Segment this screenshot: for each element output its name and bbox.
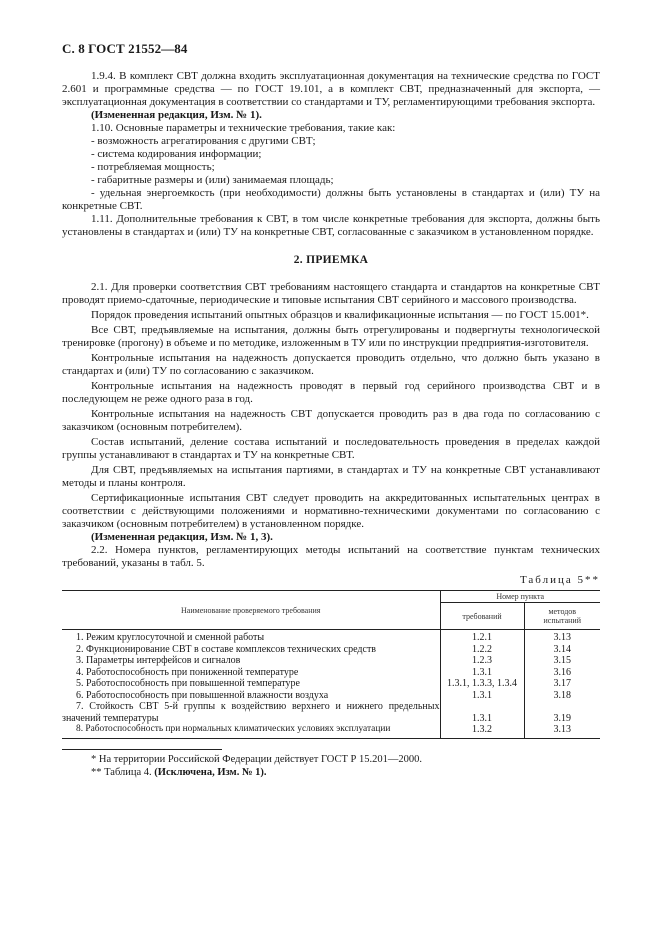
- requirement-clause: 1.3.1, 1.3.3, 1.3.4: [440, 678, 524, 690]
- table-row: [62, 724, 600, 738]
- method-clause: 3.13: [524, 724, 600, 738]
- footnote-2-text: ** Таблица 4.: [91, 766, 152, 778]
- column-header-group: Номер пункта: [440, 591, 600, 603]
- paragraph: Контрольные испытания на надежность проводят в первый год серийного производства СВТ и в последующем не реже одного раза в год.: [62, 380, 600, 405]
- table-row: [62, 644, 600, 656]
- requirement-clause: 1.3.1: [440, 667, 524, 679]
- footnote-2: [62, 766, 600, 779]
- method-clause: 3.14: [524, 644, 600, 656]
- table-row: [62, 701, 600, 724]
- table-row: [62, 655, 600, 667]
- table-row: [62, 678, 600, 690]
- paragraph: Все СВТ, предъявляемые на испытания, должны быть отрегулированы и подвергнуты технологической тренировке (прогону) в объеме и по методике, изложенным в ТУ или по инструкции предприятия-изготовителя.: [62, 324, 600, 349]
- method-clause: 3.13: [524, 630, 600, 644]
- method-clause: 3.19: [524, 701, 600, 724]
- list-item: - возможность агрегатирования с другими СВТ;: [91, 135, 316, 147]
- list-item: - габаритные размеры и (или) занимаемая площадь;: [91, 174, 334, 186]
- requirement-clause: 1.3.1: [440, 690, 524, 702]
- paragraph: Контрольные испытания на надежность СВТ допускается проводить раз в два года по согласованию с заказчиком (основным потребителем).: [62, 408, 600, 433]
- paragraph: Для СВТ, предъявляемых на испытания партиями, в стандартах и ТУ на конкретные СВТ устанавливают методы и планы контроля.: [62, 464, 600, 489]
- requirement-name: 5. Работоспособность при повышенной температуре: [76, 678, 300, 689]
- requirement-name: 3. Параметры интерфейсов и сигналов: [76, 655, 241, 666]
- requirement-clause: 1.3.1: [440, 701, 524, 724]
- list-item: - потребляемая мощность;: [91, 161, 215, 173]
- requirement-name: 8. Работоспособность при нормальных климатических условиях эксплуатации: [62, 724, 440, 738]
- edit-note: (Измененная редакция, Изм. № 1).: [91, 109, 262, 121]
- table-row: [62, 630, 600, 644]
- column-header-methods-line2: испытаний: [543, 616, 581, 625]
- column-header-methods: [524, 603, 600, 630]
- list-item: - удельная энергоемкость (при необходимости) должны быть установлены в стандартах и (или) ТУ на конкретные СВТ.: [62, 187, 600, 212]
- method-clause: 3.15: [524, 655, 600, 667]
- table-row: [62, 667, 600, 679]
- paragraph: Порядок проведения испытаний опытных образцов и квалификационные испытания — по ГОСТ 15.001*.: [91, 309, 589, 321]
- requirement-clause: 1.3.2: [440, 724, 524, 738]
- method-clause: 3.17: [524, 678, 600, 690]
- column-header-name: Наименование проверяемого требования: [62, 591, 440, 630]
- section-title: 2. ПРИЕМКА: [293, 254, 369, 266]
- requirement-clause: 1.2.1: [440, 630, 524, 644]
- requirements-table: [62, 590, 600, 739]
- requirement-name: 1. Режим круглосуточной и сменной работы: [76, 632, 265, 643]
- table-caption: Таблица 5**: [519, 574, 600, 586]
- footnote-1: * На территории Российской Федерации действует ГОСТ Р 15.201—2000.: [91, 753, 422, 765]
- table-row: [62, 690, 600, 702]
- paragraph: Сертификационные испытания СВТ следует проводить на аккредитованных испытательных центрах в соответствии с действующими положениями и нормативно-техническими документами по согласованию с заказчиком (основным потребителем) в установленном порядке.: [62, 492, 600, 530]
- clause-1-10: 1.10. Основные параметры и технические требования, такие как:: [91, 122, 396, 134]
- requirement-name: 4. Работоспособность при пониженной температуре: [76, 666, 299, 678]
- document-body: [62, 70, 600, 779]
- requirement-name: 7. Стойкость СВТ 5-й группы к воздействию верхнего и нижнего предельных значений температуры: [62, 701, 440, 724]
- clause-1-11: 1.11. Дополнительные требования к СВТ, в том числе конкретные требования для экспорта, должны быть установлены в стандартах и (или) ТУ на конкретные СВТ, согласованные с заказчиком в установленном порядке.: [62, 213, 600, 238]
- footnote-divider: [62, 749, 222, 750]
- method-clause: 3.18: [524, 690, 600, 702]
- paragraph: Контрольные испытания на надежность допускается проводить отдельно, что должно быть указано в стандартах и (или) ТУ по согласованию с заказчиком.: [62, 352, 600, 377]
- list-item: - система кодирования информации;: [91, 148, 262, 160]
- column-header-methods-line1: методов: [548, 607, 577, 616]
- requirement-name: 2. Функционирование СВТ в составе комплексов технических средств: [76, 643, 377, 655]
- requirement-clause: 1.2.2: [440, 644, 524, 656]
- footnote-2-note: (Исключена, Изм. № 1).: [154, 766, 267, 778]
- requirement-clause: 1.2.3: [440, 655, 524, 667]
- column-header-requirements: требований: [440, 603, 524, 630]
- clause-2-2: 2.2. Номера пунктов, регламентирующих методы испытаний на соответствие пунктам технических требований, указаны в табл. 5.: [62, 544, 600, 569]
- method-clause: 3.16: [524, 667, 600, 679]
- page-header: С. 8 ГОСТ 21552—84: [62, 41, 188, 56]
- paragraph: Состав испытаний, деление состава испытаний и последовательность проведения в пределах каждой группы устанавливают в стандартах и ТУ на конкретные СВТ.: [62, 436, 600, 461]
- clause-2-1: 2.1. Для проверки соответствия СВТ требованиям настоящего стандарта и стандартов на конкретные СВТ проводят приемо-сдаточные, периодические и типовые испытания СВТ серийного и массового производства.: [62, 281, 600, 306]
- requirement-name: 6. Работоспособность при повышенной влажности воздуха: [76, 689, 329, 701]
- edit-note: (Измененная редакция, Изм. № 1, 3).: [91, 531, 273, 543]
- clause-1-9-4: 1.9.4. В комплект СВТ должна входить эксплуатационная документация на технические средства по ГОСТ 2.601 и программные средства — по ГОСТ 19.101, а в комплект СВТ, предназначенный для экспорта, — эксплуатационная документация в соответствии со стандартами и ТУ, регламентирующими требования экспорта.: [62, 70, 600, 108]
